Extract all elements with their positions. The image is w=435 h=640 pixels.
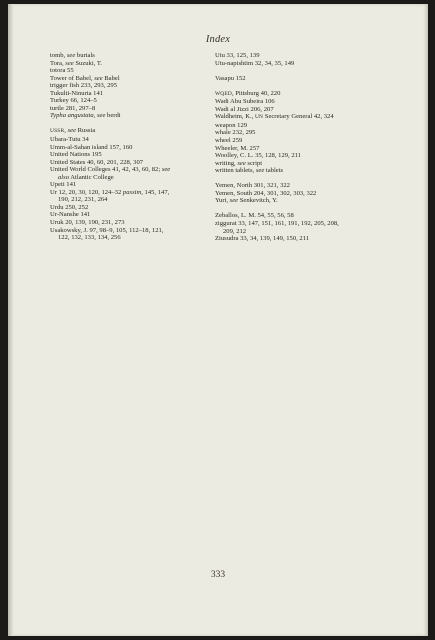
index-entry: Tora, see Suzuki, T.	[50, 59, 103, 67]
page-number: 333	[210, 570, 226, 580]
index-entry: Ur 12, 20, 30, 120, 124–32 passim, 145, 147,	[50, 188, 170, 196]
index-entry: Turkey 66, 124–5	[50, 97, 97, 105]
index-entry: Yuri, see Senkevitch, Y.	[215, 197, 278, 205]
index-entry: Utu-napishtim 32, 34, 35, 149	[215, 59, 295, 67]
index-entry-continuation: 122, 132, 133, 134, 256	[58, 234, 121, 242]
index-entry: weapon 129	[215, 121, 248, 129]
index-entry: Vasapu 152	[215, 74, 246, 82]
running-header: Index	[205, 34, 231, 45]
book-page	[8, 4, 428, 636]
index-entry: totora 55	[50, 67, 74, 75]
index-entry: Typha angustata, see berdi	[50, 112, 121, 120]
index-entry: ziggurat 33, 147, 151, 161, 191, 192, 205, 208,	[215, 220, 339, 228]
index-entry: writing, see script	[215, 159, 263, 167]
index-entry: Wadi Abu Subeira 106	[215, 98, 275, 106]
index-section-gap	[50, 120, 210, 128]
index-entry: tomb, see burials	[50, 52, 95, 59]
index-entry: United Nations 195	[50, 151, 102, 159]
index-entry: Wheeler, M. 257	[215, 144, 260, 152]
index-entry: Waldheim, K., UN Secretary General 42, 324	[215, 113, 334, 121]
index-entry: whale 232, 295	[215, 129, 256, 137]
index-section-gap	[215, 82, 380, 90]
index-entry-continuation: 190, 212, 231, 264	[58, 196, 108, 204]
index-entry: Usakowsky, J. 97, 98–9, 105, 112–18, 121,	[50, 226, 164, 234]
index-entry: Ur-Nanshe 141	[50, 211, 91, 219]
index-entry: Yemen, North 301, 321, 322	[215, 182, 290, 190]
index-entry: trigger fish 233, 293, 295	[50, 82, 118, 90]
index-entry: Upeti 141	[50, 181, 77, 189]
page-spine-shadow	[8, 4, 14, 636]
index-entry: Umm-al-Sahan island 157, 160	[50, 143, 133, 151]
index-column-right	[215, 52, 380, 243]
index-entry: Utu 33, 125, 139	[215, 52, 260, 59]
index-entry-continuation: 209, 212	[223, 227, 247, 235]
index-entry: United World Colleges 41, 42, 43, 60, 82; see	[50, 166, 171, 174]
index-entry: Woolley, C. L. 35, 128, 129, 211	[215, 152, 301, 160]
index-entry: Zeballos, L. M. 54, 55, 56, 58	[215, 212, 294, 220]
index-entry: wheel 259	[215, 137, 243, 145]
index-section-gap	[215, 67, 380, 75]
index-entry: Ubara-Tutu 34	[50, 136, 89, 144]
index-entry: United States 40, 60, 201, 228, 307	[50, 158, 144, 166]
index-entry: Wadi al Jizzi 206, 207	[215, 105, 274, 113]
index-section-gap	[215, 205, 380, 213]
index-entry: Yemen, South 204, 301, 302, 303, 322	[215, 189, 317, 197]
index-entry: WQED, Pittsburg 40, 220	[215, 89, 281, 97]
index-entry: USSR, see Russia	[50, 127, 96, 135]
index-entry: Urdu 250, 252	[50, 203, 89, 211]
index-entry: Tukulti-Ninurta 141	[50, 89, 104, 97]
index-entry-continuation: also Atlantic College	[58, 173, 114, 181]
index-entry: turtle 281, 297–8	[50, 104, 96, 112]
index-section-gap	[215, 175, 380, 183]
index-entry: Ziusudra 33, 34, 139, 149, 150, 211	[215, 235, 310, 243]
index-entry: Tower of Babel, see Babel	[50, 74, 120, 82]
index-column-left	[50, 52, 210, 242]
index-entry: Uruk 20, 139, 190, 231, 273	[50, 219, 125, 227]
index-entry: written tablets, see tablets	[215, 167, 284, 175]
